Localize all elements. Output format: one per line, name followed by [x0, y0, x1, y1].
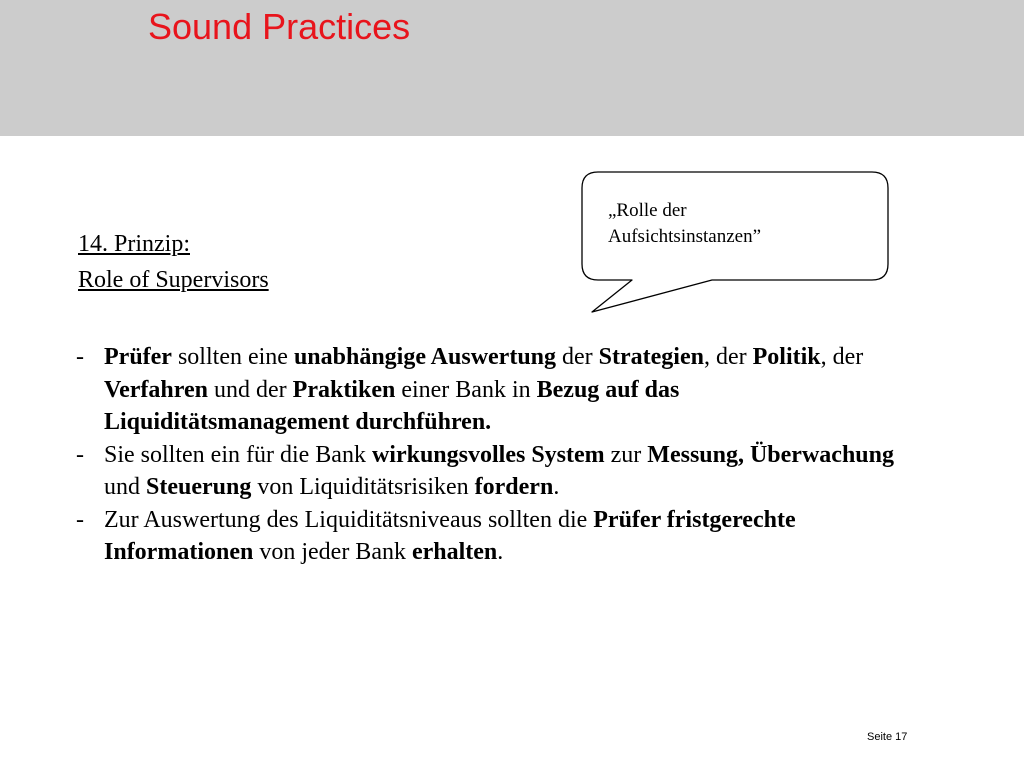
text-run: , der: [820, 344, 864, 370]
text-run: sollten eine: [171, 344, 294, 370]
bullet-item: [76, 504, 926, 569]
text-run: und der: [208, 376, 293, 403]
bold-term: fordern: [474, 474, 554, 500]
bullet-text: [104, 507, 796, 566]
bullet-item: [76, 341, 926, 439]
speech-bubble-line: „Rolle der: [608, 200, 687, 221]
text-run: .: [497, 539, 504, 565]
bold-term: Prüfer: [104, 344, 172, 370]
text-run: von jeder Bank: [253, 539, 412, 565]
text-run: von Liquiditätsrisiken: [251, 474, 475, 500]
bold-term: Praktiken: [292, 376, 396, 403]
speech-bubble-line: Aufsichtsinstanzen”: [608, 226, 762, 247]
bold-term: Steuerung: [146, 474, 252, 500]
bold-term: unabhängige Auswertung: [293, 344, 557, 370]
principle-heading: [78, 226, 269, 298]
bold-term: Verfahren: [104, 376, 208, 403]
bold-term: wirkungsvolles System: [371, 441, 605, 468]
text-run: zur: [604, 441, 648, 468]
bullet-text: [104, 442, 894, 501]
bold-term: Politik: [752, 344, 821, 370]
text-run: einer Bank in: [395, 376, 537, 403]
slide-title: Sound Practices: [148, 6, 411, 47]
principle-number: 14. Prinzip:: [78, 231, 190, 257]
bullet-marker: -: [76, 506, 84, 533]
text-run: Zur Auswertung des Liquiditätsniveaus sollten die: [104, 506, 594, 533]
bold-term: Bezug auf das Liquiditätsmanagement durchführen.: [104, 376, 680, 435]
bold-term: Strategien: [598, 344, 704, 370]
speech-bubble-text: [608, 198, 878, 250]
bullet-marker: -: [76, 344, 84, 370]
text-run: der: [556, 344, 599, 370]
text-run: , der: [703, 344, 753, 370]
text-run: .: [553, 474, 560, 500]
bold-term: erhalten: [411, 539, 498, 565]
bold-term: Messung, Überwachung: [647, 441, 894, 468]
bullet-text: [104, 344, 863, 435]
bullet-item: [76, 439, 926, 504]
principle-name: Role of Supervisors: [78, 267, 269, 293]
bullet-list: [76, 341, 926, 569]
bullet-marker: -: [76, 441, 84, 468]
page-number: Seite 17: [867, 731, 908, 743]
text-run: Sie sollten ein für die Bank: [104, 441, 372, 468]
bold-term: Prüfer fristgerechte Informationen: [104, 506, 796, 565]
text-run: und: [104, 474, 146, 500]
